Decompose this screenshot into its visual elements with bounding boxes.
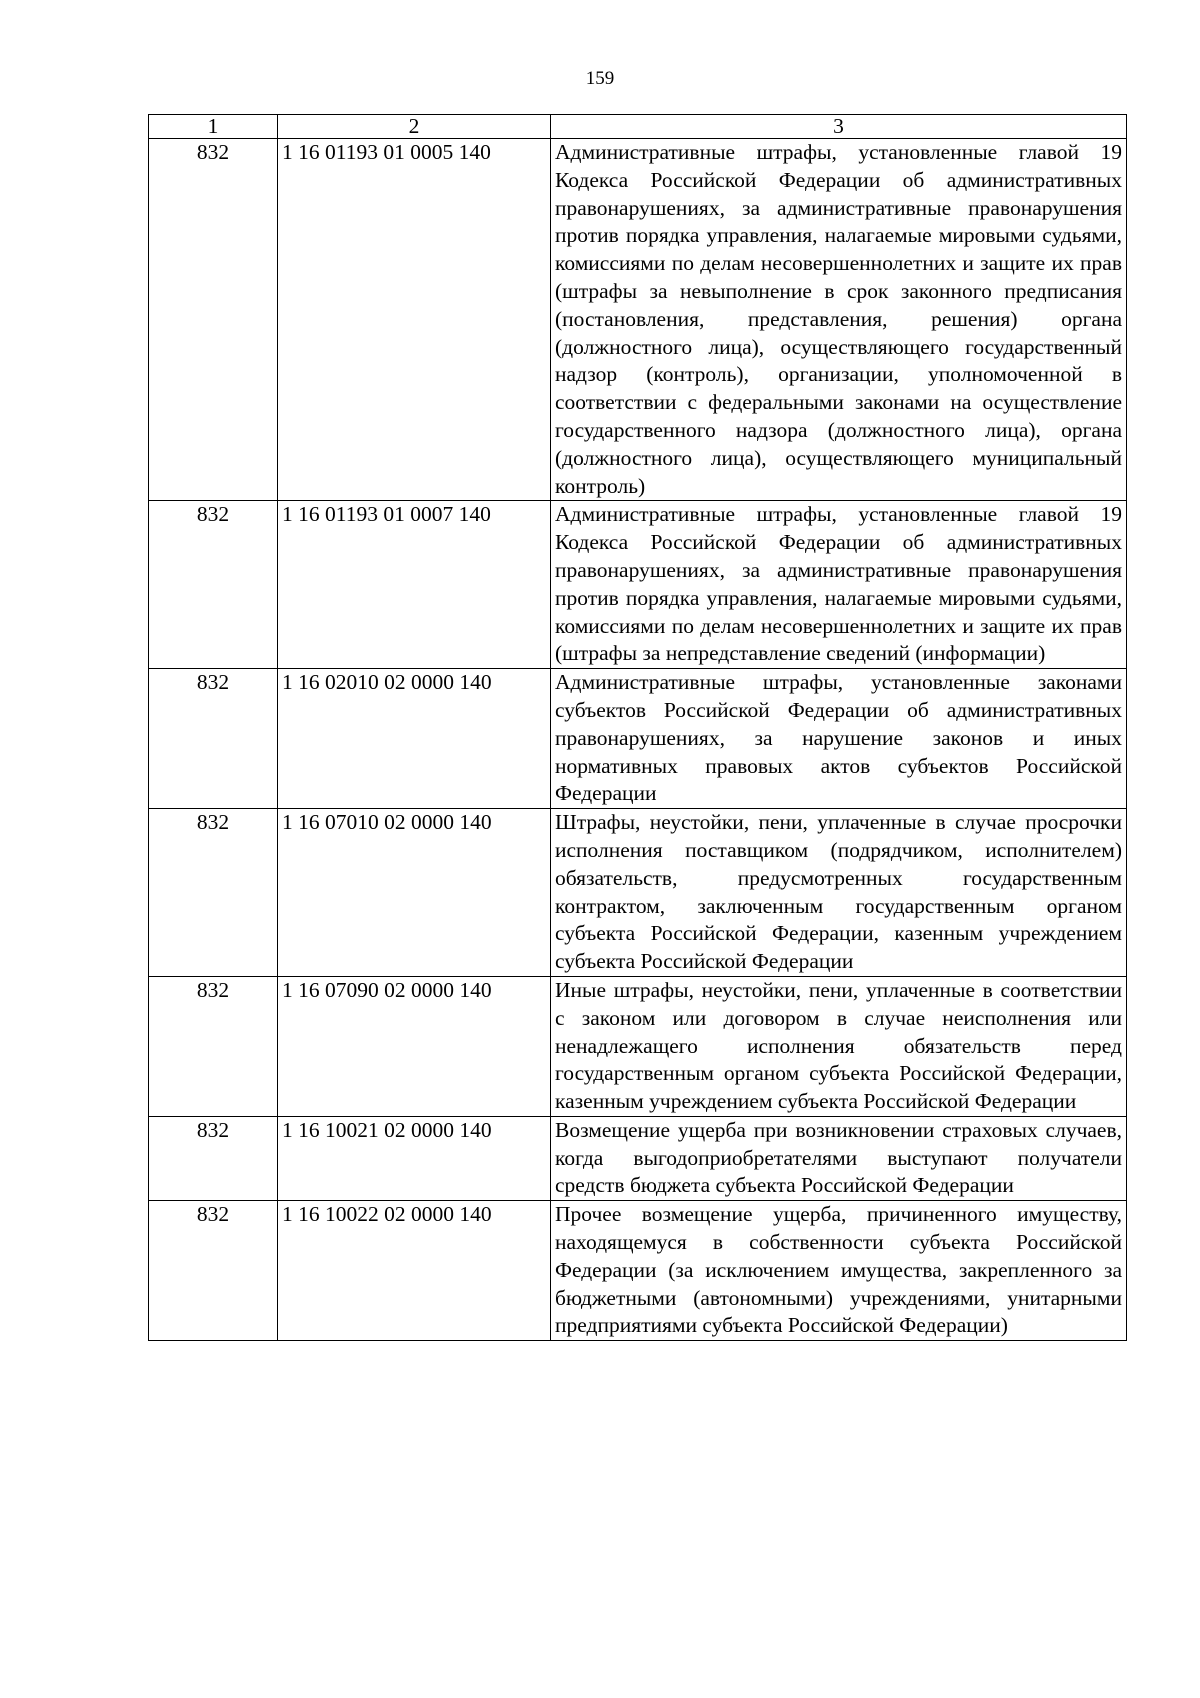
- table-row: [149, 139, 1127, 501]
- budget-code-cell: 1 16 01193 01 0005 140: [278, 139, 551, 501]
- revenue-name-cell: Штрафы, неустойки, пени, уплаченные в случае просрочки исполнения поставщиком (подрядчиком, исполнителем) обязательств, предусмотренных государственным контрактом, заключенным государственным органом субъекта Российской Федерации, казенным учреждением субъекта Российской Федерации: [551, 809, 1127, 977]
- admin-code-cell: 832: [149, 1116, 278, 1200]
- budget-code-cell: 1 16 02010 02 0000 140: [278, 669, 551, 809]
- table-row: [149, 976, 1127, 1116]
- table-row: [149, 1116, 1127, 1200]
- table-row: [149, 501, 1127, 669]
- budget-code-cell: 1 16 07090 02 0000 140: [278, 976, 551, 1116]
- header-col-1: 1: [149, 115, 278, 139]
- budget-code-cell: 1 16 01193 01 0007 140: [278, 501, 551, 669]
- admin-code-cell: 832: [149, 139, 278, 501]
- page-number: 159: [585, 68, 615, 89]
- revenue-name-cell: Прочее возмещение ущерба, причиненного имуществу, находящемуся в собственности субъекта Российской Федерации (за исключением имущества, закрепленного за бюджетными (автономными) учреждениями, унитарными предприятиями субъекта Российской Федерации): [551, 1201, 1127, 1341]
- table-header-row: [149, 115, 1127, 139]
- budget-code-cell: 1 16 10022 02 0000 140: [278, 1201, 551, 1341]
- admin-code-cell: 832: [149, 1201, 278, 1341]
- revenue-name-cell: Возмещение ущерба при возникновении страховых случаев, когда выгодоприобретателями выступают получатели средств бюджета субъекта Российской Федерации: [551, 1116, 1127, 1200]
- admin-code-cell: 832: [149, 976, 278, 1116]
- revenue-name-cell: Административные штрафы, установленные законами субъектов Российской Федерации об административных правонарушениях, за нарушение законов и иных нормативных правовых актов субъектов Российской Федерации: [551, 669, 1127, 809]
- revenue-name-cell: Административные штрафы, установленные главой 19 Кодекса Российской Федерации об административных правонарушениях, за административные правонарушения против порядка управления, налагаемые мировыми судьями, комиссиями по делам несовершеннолетних и защите их прав (штрафы за невыполнение в срок законного предписания (постановления, представления, решения) органа (должностного лица), осуществляющего государственный надзор (контроль), организации, уполномоченной в соответствии с федеральными законами на осуществление государственного надзора (должностного лица), органа (должностного лица), осуществляющего муниципальный контроль): [551, 139, 1127, 501]
- budget-code-cell: 1 16 07010 02 0000 140: [278, 809, 551, 977]
- revenue-name-cell: Административные штрафы, установленные главой 19 Кодекса Российской Федерации об административных правонарушениях, за административные правонарушения против порядка управления, налагаемые мировыми судьями, комиссиями по делам несовершеннолетних и защите их прав (штрафы за непредставление сведений (информации): [551, 501, 1127, 669]
- budget-code-cell: 1 16 10021 02 0000 140: [278, 1116, 551, 1200]
- revenue-name-cell: Иные штрафы, неустойки, пени, уплаченные в соответствии с законом или договором в случае неисполнения или ненадлежащего исполнения обязательств перед государственным органом субъекта Российской Федерации, казенным учреждением субъекта Российской Федерации: [551, 976, 1127, 1116]
- admin-code-cell: 832: [149, 809, 278, 977]
- header-col-3: 3: [551, 115, 1127, 139]
- header-col-2: 2: [278, 115, 551, 139]
- admin-code-cell: 832: [149, 501, 278, 669]
- budget-revenue-table: [148, 114, 1127, 1341]
- admin-code-cell: 832: [149, 669, 278, 809]
- table-row: [149, 809, 1127, 977]
- table-row: [149, 669, 1127, 809]
- table-row: [149, 1201, 1127, 1341]
